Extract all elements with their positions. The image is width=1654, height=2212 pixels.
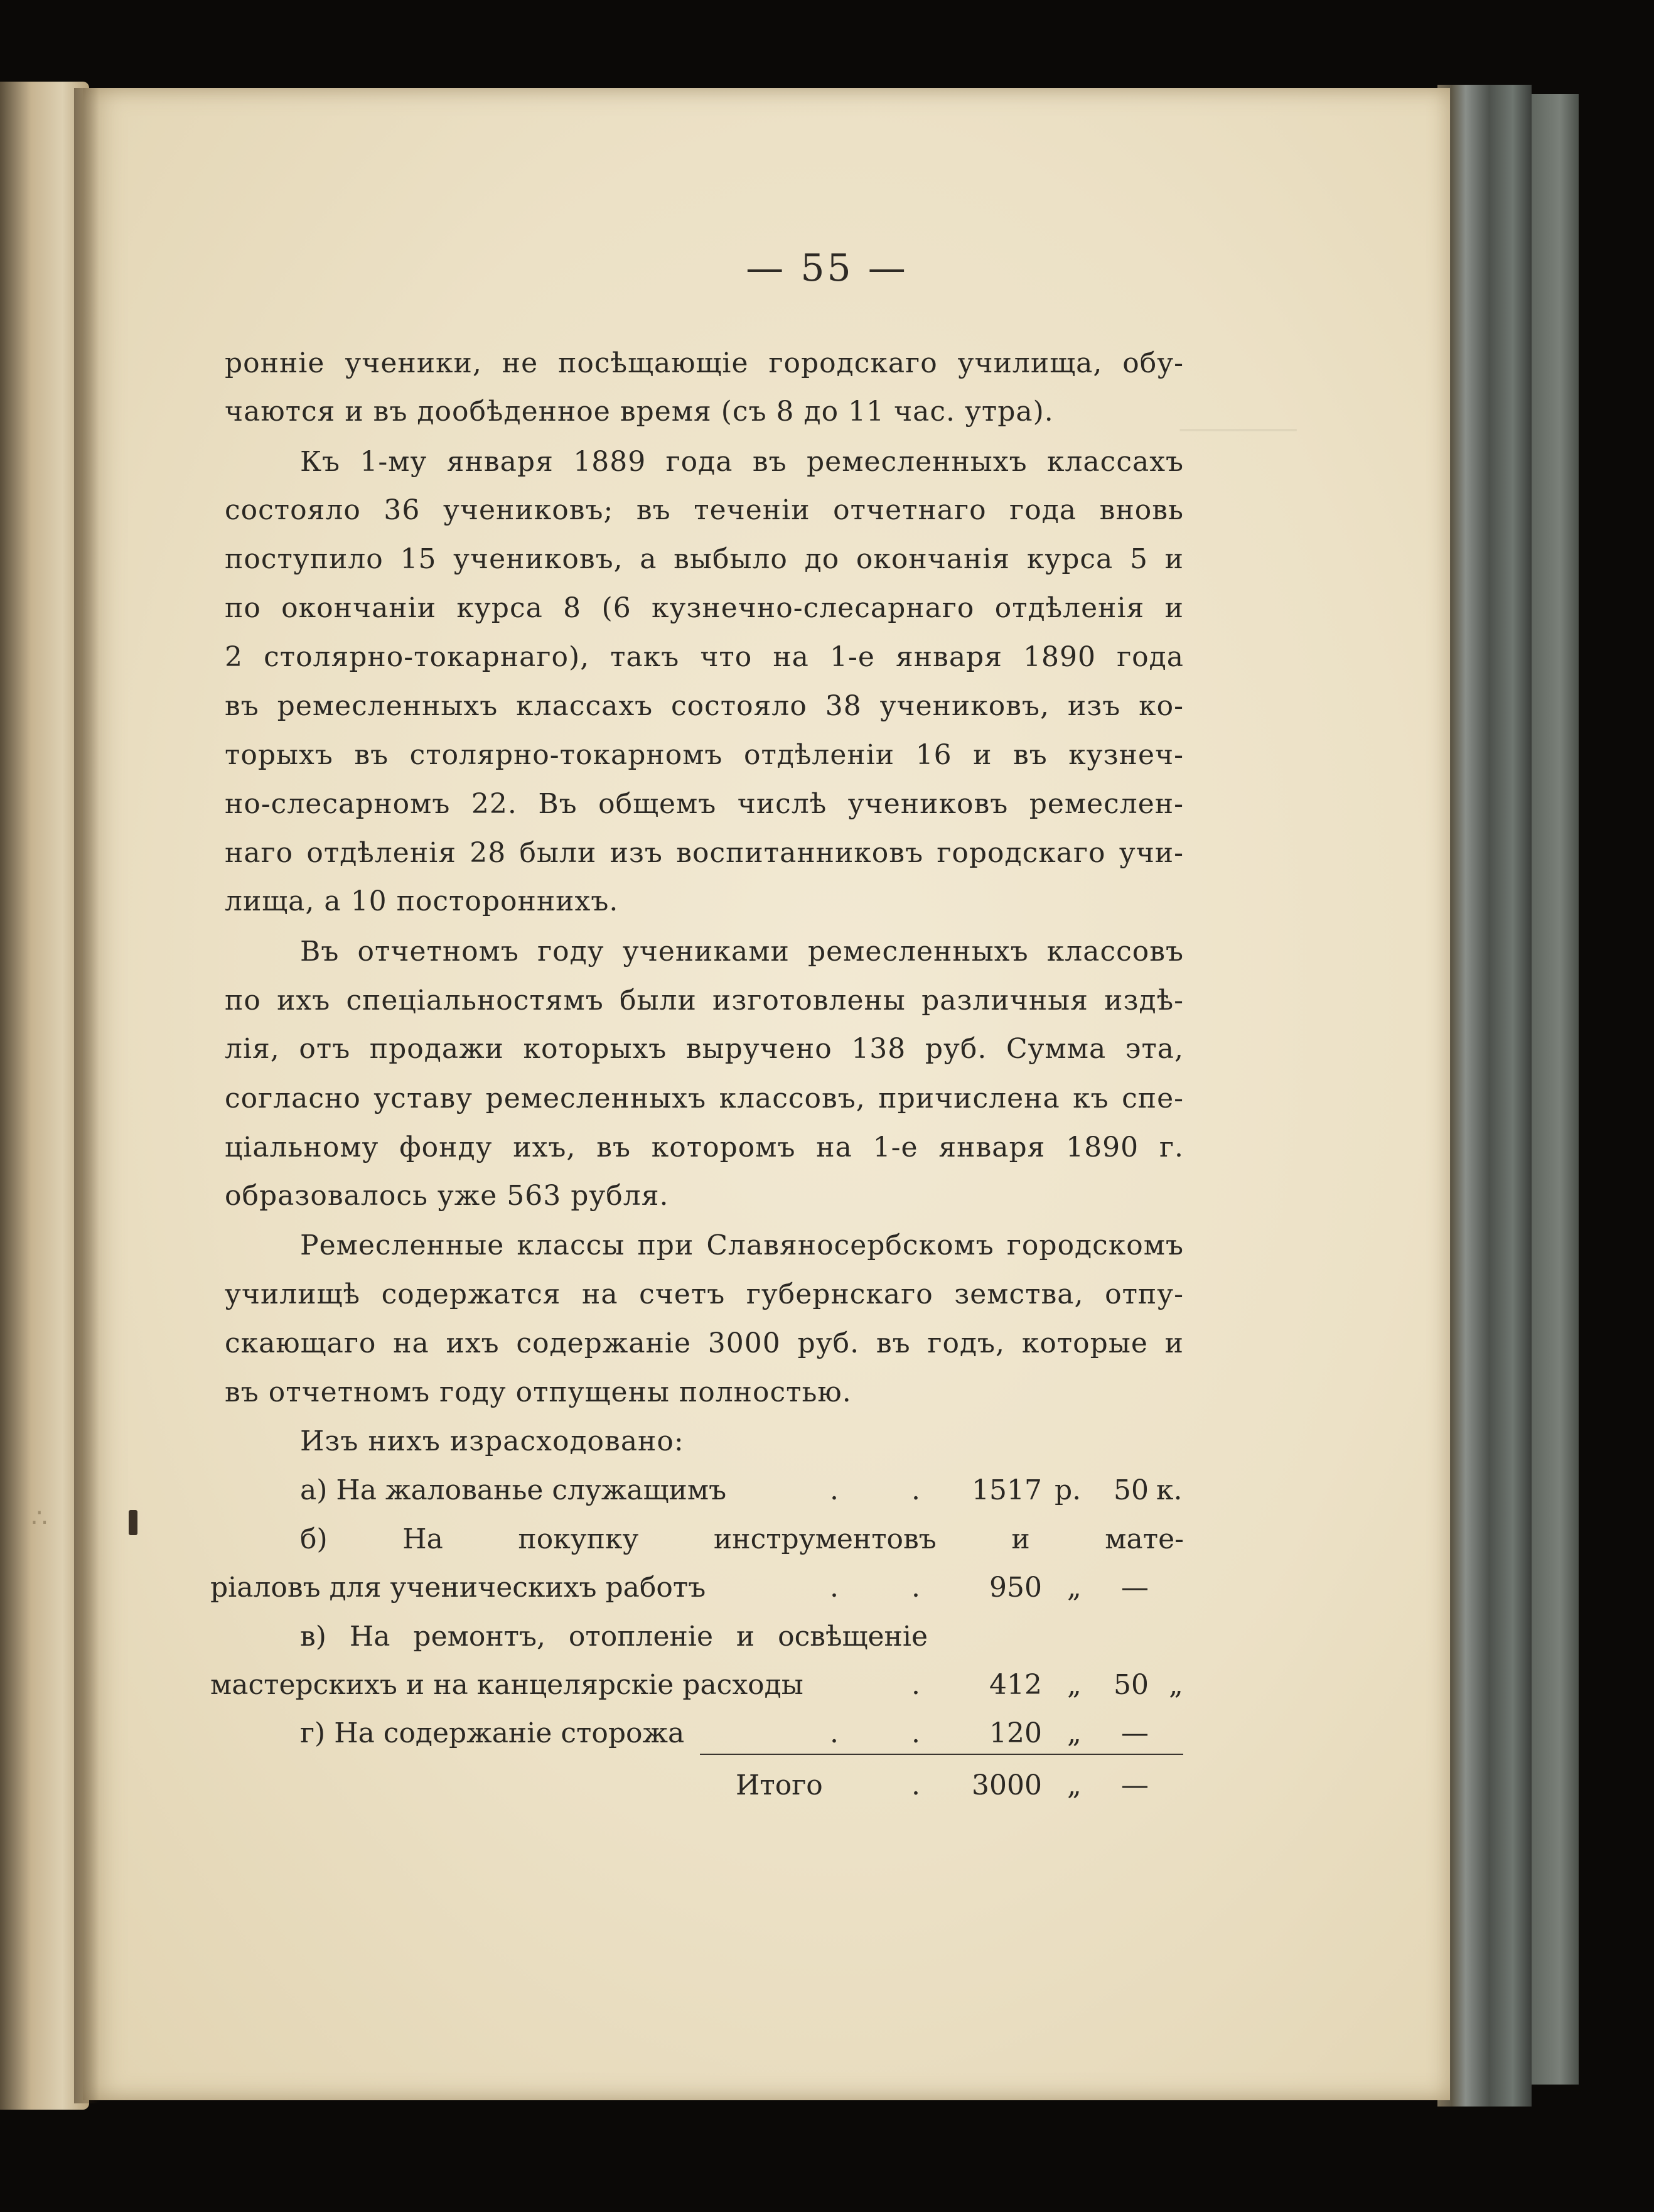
expense-label: а) На жалованье служащимъ: [300, 1474, 727, 1506]
expense-kopecks: —: [1121, 1717, 1149, 1749]
total-kopecks: —: [1121, 1769, 1149, 1801]
expense-label: б) На покупку инструментовъ и мате-: [300, 1523, 1184, 1555]
text-line: но-слесарномъ 22. Въ общемъ числѣ учениковъ ремеслен-: [225, 788, 1184, 820]
expense-rubles-unit: „: [1067, 1572, 1082, 1604]
text-line: поступило 15 учениковъ, а выбыло до окончанія курса 5 и: [225, 543, 1184, 575]
leader-dot: .: [830, 1474, 839, 1506]
binding-clip: [129, 1510, 137, 1535]
text-line: наго отдѣленія 28 были изъ воспитанниковъ городскаго учи-: [225, 837, 1184, 869]
total-rubles: 3000: [972, 1769, 1042, 1801]
expense-kopecks: —: [1121, 1572, 1149, 1604]
text-line: скающаго на ихъ содержаніе 3000 руб. въ годъ, которые и: [225, 1327, 1184, 1359]
text-line: Въ отчетномъ году учениками ремесленныхъ классовъ: [300, 936, 1184, 968]
total-label: Итого: [736, 1769, 823, 1801]
expense-rubles: 1517: [972, 1474, 1042, 1506]
expense-kopecks: 50: [1114, 1474, 1149, 1506]
text-line: въ ремесленныхъ классахъ состояло 38 учениковъ, изъ ко-: [225, 690, 1184, 722]
bleed-through: ───────: [1180, 414, 1297, 446]
margin-stain: ∴: [31, 1504, 48, 1533]
text-line: образовалось уже 563 рубля.: [225, 1180, 669, 1212]
expense-label-continued: ріаловъ для ученическихъ работъ: [210, 1572, 706, 1604]
leader-dot: .: [830, 1572, 839, 1604]
expense-label-continued: мастерскихъ и на канцелярскіе расходы: [210, 1669, 803, 1701]
text-line: состояло 36 учениковъ; въ теченіи отчетнаго года вновь: [225, 494, 1184, 526]
expense-rubles: 412: [989, 1669, 1042, 1701]
total-rule: [700, 1754, 1183, 1755]
leader-dot: .: [911, 1474, 920, 1506]
book-cover: [1532, 94, 1579, 2085]
text-line: по окончаніи курса 8 (6 кузнечно-слесарнаго отдѣленія и: [225, 592, 1184, 624]
text-line: согласно уставу ремесленныхъ классовъ, причислена къ спе-: [225, 1082, 1184, 1114]
page-number: — 55 —: [746, 246, 908, 290]
text-line: ціальному фонду ихъ, въ которомъ на 1-е января 1890 г.: [225, 1131, 1184, 1163]
expense-rubles-unit: „: [1067, 1669, 1082, 1701]
expense-kopecks: 50: [1114, 1669, 1149, 1701]
book-page-edges: [1437, 85, 1532, 2107]
spine-shadow: [74, 88, 99, 2103]
leader-dot: .: [830, 1717, 839, 1749]
expense-label: г) На содержаніе сторожа: [300, 1717, 685, 1749]
expense-label: в) На ремонтъ, отопленіе и освѣщеніе: [300, 1621, 928, 1653]
leader-dot: .: [911, 1717, 920, 1749]
total-rubles-unit: „: [1067, 1769, 1082, 1801]
text-line: Ремесленные классы при Славяносербскомъ городскомъ: [300, 1229, 1184, 1261]
text-line: училищѣ содержатся на счетъ губернскаго земства, отпу-: [225, 1278, 1184, 1310]
text-line: чаются и въ дообѣденное время (съ 8 до 11 час. утра).: [225, 396, 1054, 428]
text-line: Къ 1-му января 1889 года въ ремесленныхъ классахъ: [300, 446, 1184, 478]
expense-kopecks-unit: „: [1169, 1669, 1183, 1701]
text-line: 2 столярно-токарнаго), такъ что на 1-е января 1890 года: [225, 641, 1184, 673]
leader-dot: .: [911, 1572, 920, 1604]
text-line: въ отчетномъ году отпущены полностью.: [225, 1376, 852, 1408]
text-line: Изъ нихъ израсходовано:: [300, 1425, 684, 1457]
leader-dot: .: [911, 1669, 920, 1701]
text-line: лія, отъ продажи которыхъ выручено 138 руб. Сумма эта,: [225, 1033, 1184, 1065]
expense-rubles-unit: „: [1067, 1717, 1082, 1749]
leader-dot: .: [911, 1769, 920, 1801]
expense-rubles: 950: [989, 1572, 1042, 1604]
expense-kopecks-unit: к.: [1156, 1474, 1183, 1506]
text-line: по ихъ спеціальностямъ были изготовлены различныя издѣ-: [225, 985, 1184, 1017]
expense-rubles: 120: [989, 1717, 1042, 1749]
text-line: лища, а 10 постороннихъ.: [225, 885, 619, 917]
expense-rubles-unit: р.: [1055, 1474, 1082, 1506]
text-line: торыхъ въ столярно-токарномъ отдѣленіи 16 и въ кузнеч-: [225, 739, 1184, 771]
text-line: ронніе ученики, не посѣщающіе городскаго училища, обу-: [225, 347, 1184, 379]
